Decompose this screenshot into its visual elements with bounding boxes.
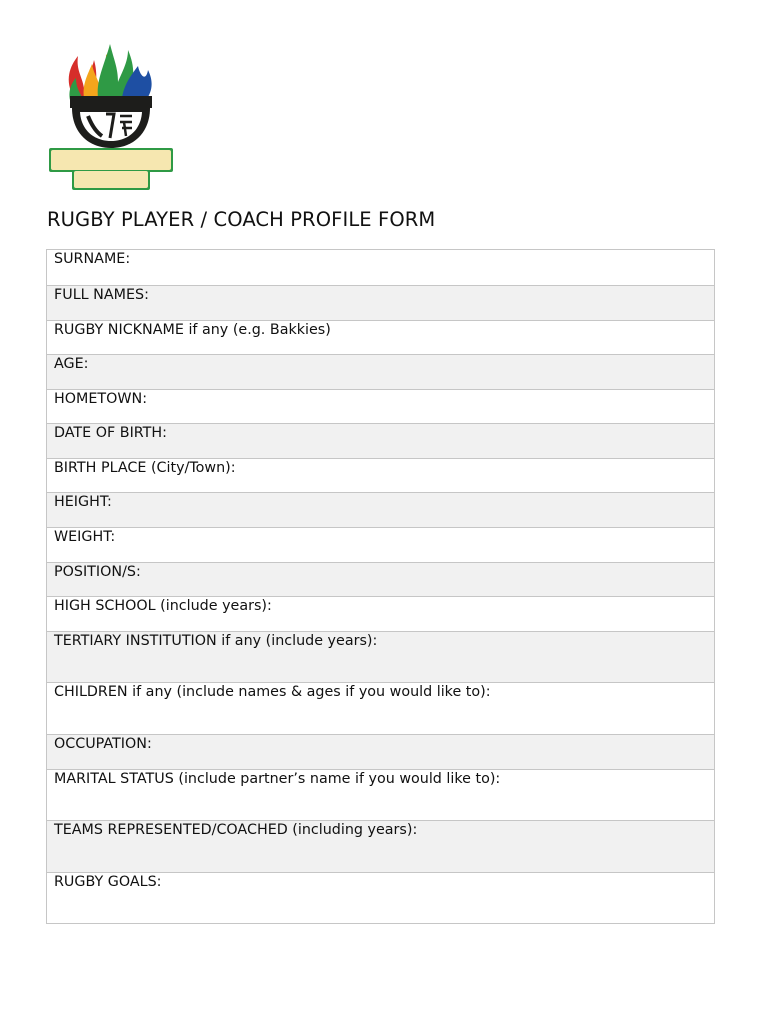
rugby-ball-torch-icon bbox=[70, 96, 152, 148]
form-field-label: SURNAME: bbox=[54, 251, 131, 267]
form-row[interactable] bbox=[47, 769, 714, 820]
form-field-label: DATE OF BIRTH: bbox=[54, 425, 167, 441]
form-row[interactable] bbox=[47, 527, 714, 562]
form-row[interactable] bbox=[47, 354, 714, 389]
form-field-label: HEIGHT: bbox=[54, 494, 112, 510]
form-field-label: CHILDREN if any (include names & ages if you would like to): bbox=[54, 684, 491, 700]
form-field-label: OCCUPATION: bbox=[54, 736, 152, 752]
form-row[interactable] bbox=[47, 492, 714, 527]
form-row[interactable] bbox=[47, 562, 714, 596]
form-row[interactable] bbox=[47, 596, 714, 631]
form-field-label: TEAMS REPRESENTED/COACHED (including years): bbox=[54, 822, 418, 838]
form-row[interactable] bbox=[47, 682, 714, 734]
form-row[interactable] bbox=[47, 285, 714, 320]
form-field-label: RUGBY NICKNAME if any (e.g. Bakkies) bbox=[54, 322, 331, 338]
form-row[interactable] bbox=[47, 631, 714, 682]
logo-wordmark bbox=[49, 148, 173, 190]
heritage-rugby-logo bbox=[48, 40, 174, 192]
form-field-label: MARITAL STATUS (include partner’s name if you would like to): bbox=[54, 771, 501, 787]
form-field-label: HIGH SCHOOL (include years): bbox=[54, 598, 272, 614]
form-row[interactable] bbox=[47, 320, 714, 354]
form-field-label: RUGBY GOALS: bbox=[54, 874, 162, 890]
form-row[interactable] bbox=[47, 423, 714, 458]
form-field-label: WEIGHT: bbox=[54, 529, 116, 545]
form-title: RUGBY PLAYER / COACH PROFILE FORM bbox=[47, 208, 436, 231]
form-field-label: BIRTH PLACE (City/Town): bbox=[54, 460, 236, 476]
form-row[interactable] bbox=[47, 734, 714, 769]
form-row[interactable] bbox=[47, 458, 714, 492]
form-row[interactable] bbox=[47, 820, 714, 872]
flame-icon bbox=[69, 44, 152, 100]
form-field-label: AGE: bbox=[54, 356, 89, 372]
form-row[interactable] bbox=[47, 872, 714, 923]
form-row[interactable] bbox=[47, 250, 714, 285]
form-field-label: FULL NAMES: bbox=[54, 287, 149, 303]
profile-form-table bbox=[46, 249, 715, 924]
form-field-label: POSITION/S: bbox=[54, 564, 141, 580]
form-field-label: HOMETOWN: bbox=[54, 391, 148, 407]
form-row[interactable] bbox=[47, 389, 714, 423]
form-field-label: TERTIARY INSTITUTION if any (include years): bbox=[54, 633, 378, 649]
